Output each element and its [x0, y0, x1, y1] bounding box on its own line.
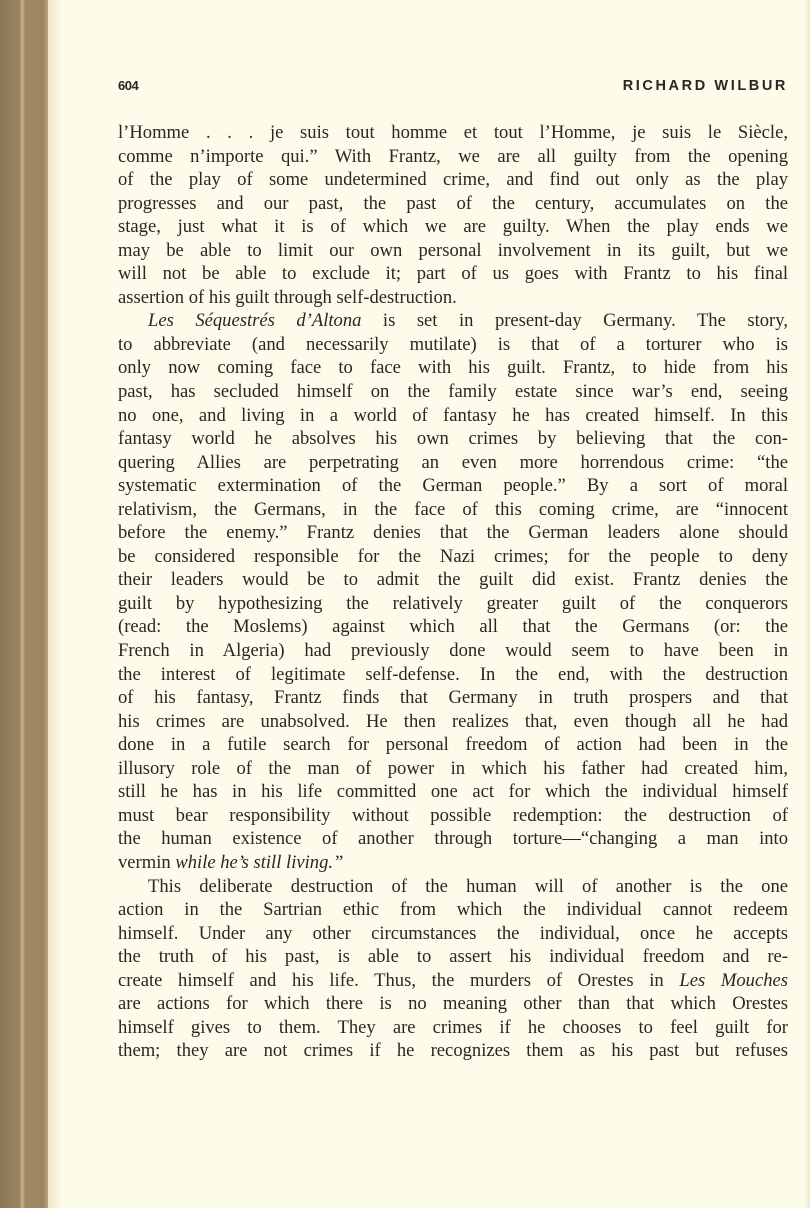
text-segment: the truth of his past, is able to assert his individual freedom and re-	[118, 946, 788, 968]
text-line	[118, 451, 788, 475]
text-line	[118, 733, 788, 757]
text-line	[118, 615, 788, 639]
text-segment: French in Algeria) had previously done would seem to have been in	[118, 640, 788, 662]
text-line-content	[118, 451, 788, 475]
text-line-content	[118, 615, 788, 639]
text-line-content	[118, 286, 788, 310]
text-segment: to abbreviate (and necessarily mutilate) is that of a torturer who is	[118, 333, 788, 355]
text-line-content	[118, 922, 788, 946]
page-edge	[804, 0, 810, 1208]
text-line	[118, 286, 788, 310]
text-line-content	[118, 710, 788, 734]
text-line-content	[118, 592, 788, 616]
text-line	[118, 804, 788, 828]
text-line	[118, 521, 788, 545]
text-line-content	[118, 192, 788, 216]
text-line	[118, 898, 788, 922]
text-line	[118, 922, 788, 946]
text-segment: still he has in his life committed one act for which the individual himself	[118, 781, 788, 803]
text-line	[118, 121, 788, 145]
text-line-content	[118, 969, 788, 993]
text-line	[118, 969, 788, 993]
text-line	[118, 168, 788, 192]
text-line-content	[118, 239, 788, 263]
text-segment: will not be able to exclude it; part of us goes with Frantz to his final	[118, 263, 788, 285]
text-line	[118, 827, 788, 851]
text-segment: comme n’importe qui.” With Frantz, we are all guilty from the opening	[118, 145, 788, 167]
text-segment: before the enemy.” Frantz denies that the German leaders alone should	[118, 522, 788, 544]
text-line	[118, 663, 788, 687]
text-line-content	[118, 521, 788, 545]
text-line	[118, 239, 788, 263]
text-segment: himself gives to them. They are crimes if he chooses to feel guilt for	[118, 1016, 788, 1038]
text-line-content	[118, 898, 788, 922]
text-line	[118, 356, 788, 380]
text-line	[118, 498, 788, 522]
text-line	[118, 333, 788, 357]
text-segment: the human existence of another through torture—“changing a man into	[118, 828, 788, 850]
text-segment: the interest of legitimate self-defense. In the end, with the destruction	[118, 663, 788, 685]
page-number: 604	[118, 78, 139, 93]
text-line-content	[118, 333, 788, 357]
text-segment: assertion of his guilt through self-destruction.	[118, 286, 457, 308]
text-line	[118, 592, 788, 616]
body-text	[118, 121, 788, 1063]
text-line-content	[118, 568, 788, 592]
text-segment: be considered responsible for the Nazi crimes; for the people to deny	[118, 545, 788, 567]
text-segment: no one, and living in a world of fantasy he has created himself. In this	[118, 404, 788, 426]
text-segment: only now coming face to face with his guilt. Frantz, to hide from his	[118, 357, 788, 379]
book-spine-gutter	[0, 0, 48, 1208]
text-line-content	[118, 498, 788, 522]
text-line	[118, 309, 788, 333]
text-segment: of his fantasy, Frantz finds that Germany in truth prospers and that	[118, 687, 788, 709]
text-line	[118, 1016, 788, 1040]
text-line-content	[118, 168, 788, 192]
text-line-content	[118, 686, 788, 710]
text-line-content	[118, 757, 788, 781]
text-line-content	[118, 733, 788, 757]
italic-text: while he’s still living.”	[175, 851, 344, 873]
text-line	[118, 686, 788, 710]
text-segment: is set in present-day Germany. The story,	[361, 310, 788, 332]
italic-text: Les Mouches	[679, 969, 788, 991]
text-segment: must bear responsibility without possible redemption: the destruction of	[118, 804, 788, 826]
text-line	[118, 945, 788, 969]
text-segment: This deliberate destruction of the human will of another is the one	[148, 875, 788, 897]
text-line-content	[118, 474, 788, 498]
text-line	[118, 992, 788, 1016]
text-line	[118, 192, 788, 216]
text-line	[118, 545, 788, 569]
text-line-content	[148, 875, 788, 899]
text-segment: l’Homme . . . je suis tout homme et tout l’Homme, je suis le Siècle,	[118, 122, 788, 143]
text-segment: illusory role of the man of power in which his father had created him,	[118, 757, 788, 779]
text-segment: guilt by hypothesizing the relatively greater guilt of the conquerors	[118, 592, 788, 614]
text-segment: done in a futile search for personal freedom of action had been in the	[118, 734, 788, 756]
text-line	[118, 568, 788, 592]
text-segment: stage, just what it is of which we are guilty. When the play ends we	[118, 216, 788, 238]
text-line-content	[118, 404, 788, 428]
text-line	[118, 1039, 788, 1063]
text-line-content	[148, 309, 788, 333]
text-line-content	[118, 356, 788, 380]
text-segment: quering Allies are perpetrating an even more horrendous crime: “the	[118, 451, 788, 473]
text-line	[118, 639, 788, 663]
text-line-content	[118, 1016, 788, 1040]
text-line-content	[118, 945, 788, 969]
text-line-content	[118, 380, 788, 404]
text-line-content	[118, 427, 788, 451]
text-line	[118, 380, 788, 404]
running-head: RICHARD WILBUR	[622, 78, 788, 94]
text-line-content	[118, 121, 788, 145]
text-segment: relativism, the Germans, in the face of this coming crime, are “innocent	[118, 498, 788, 520]
text-segment: them; they are not crimes if he recognizes them as his past but refuses	[118, 1040, 788, 1062]
text-segment: (read: the Moslems) against which all that the Germans (or: the	[118, 616, 788, 638]
text-segment: create himself and his life. Thus, the murders of Orestes in	[118, 969, 680, 991]
text-line-content	[118, 827, 788, 851]
text-line-content	[118, 215, 788, 239]
text-line	[118, 262, 788, 286]
text-line-content	[118, 145, 788, 169]
text-line-content	[118, 780, 788, 804]
text-segment: may be able to limit our own personal involvement in its guilt, but we	[118, 239, 788, 261]
text-line-content	[118, 639, 788, 663]
text-line	[118, 215, 788, 239]
text-line	[118, 851, 788, 875]
text-line	[118, 710, 788, 734]
italic-text: Les Séquestrés d’Altona	[148, 310, 362, 332]
text-line-content	[118, 851, 788, 875]
text-segment: their leaders would be to admit the guilt did exist. Frantz denies the	[118, 569, 788, 591]
text-line	[118, 404, 788, 428]
text-line	[118, 875, 788, 899]
gutter-shadow	[48, 0, 62, 1208]
text-line	[118, 757, 788, 781]
text-segment: systematic extermination of the German people.” By a sort of moral	[118, 475, 788, 497]
text-segment: progresses and our past, the past of the century, accumulates on the	[118, 192, 788, 214]
text-segment: action in the Sartrian ethic from which the individual cannot redeem	[118, 899, 788, 921]
text-line-content	[118, 663, 788, 687]
text-line	[118, 427, 788, 451]
text-segment: himself. Under any other circumstances the individual, once he accepts	[118, 922, 788, 944]
text-line-content	[118, 545, 788, 569]
text-segment: past, has secluded himself on the family estate since war’s end, seeing	[118, 381, 788, 403]
text-segment: of the play of some undetermined crime, and find out only as the play	[118, 169, 788, 191]
text-line	[118, 474, 788, 498]
text-segment: fantasy world he absolves his own crimes by believing that the con-	[118, 428, 788, 450]
text-line-content	[118, 262, 788, 286]
text-line-content	[118, 804, 788, 828]
text-line	[118, 145, 788, 169]
text-line-content	[118, 992, 788, 1016]
text-segment: are actions for which there is no meaning other than that which Orestes	[118, 993, 788, 1015]
text-line	[118, 780, 788, 804]
page-header	[118, 78, 788, 98]
text-segment: his crimes are unabsolved. He then realizes that, even though all he had	[118, 710, 788, 732]
text-segment: vermin	[118, 851, 176, 873]
text-line-content	[118, 1039, 788, 1063]
